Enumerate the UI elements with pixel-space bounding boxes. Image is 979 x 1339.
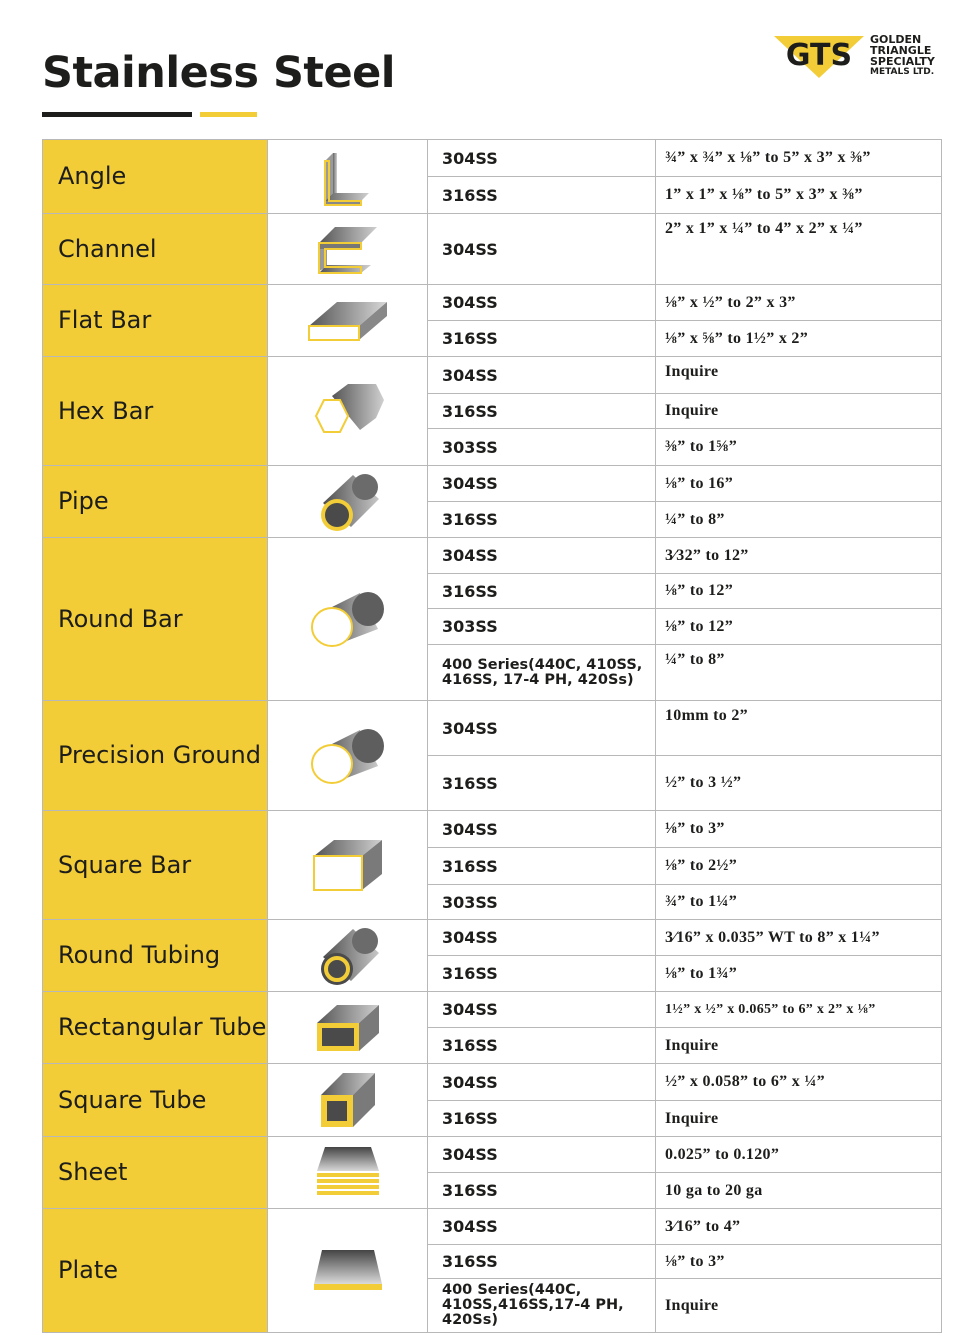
product-table <box>42 139 942 1333</box>
size-cell: Inquire <box>656 1028 942 1064</box>
size-cell: ⅛” to 12” <box>656 609 942 645</box>
size-cell: 10mm to 2” <box>656 701 942 756</box>
size-cell: ⅜” to 1⅝” <box>656 429 942 466</box>
size-cell: ⅛” x ½” to 2” x 3” <box>656 285 942 321</box>
size-cell: ⅛” to 12” <box>656 574 942 609</box>
grade-cell: 304SS <box>428 1209 656 1245</box>
hex-bar-icon <box>268 357 428 466</box>
table-row <box>43 140 942 177</box>
grade-cell: 304SS <box>428 285 656 321</box>
category-square-tube: Square Tube <box>43 1064 268 1137</box>
category-square-bar: Square Bar <box>43 811 268 920</box>
grade-cell: 316SS <box>428 1245 656 1279</box>
grade-cell: 316SS <box>428 1028 656 1064</box>
category-round-bar: Round Bar <box>43 538 268 701</box>
grade-cell: 304SS <box>428 920 656 956</box>
size-cell: ⅛” to 1¾” <box>656 956 942 992</box>
grade-cell: 304SS <box>428 214 656 285</box>
grade-cell: 316SS <box>428 574 656 609</box>
table-row <box>43 285 942 321</box>
grade-cell: 316SS <box>428 394 656 429</box>
flat-bar-icon <box>268 285 428 357</box>
size-cell: ½” to 3 ½” <box>656 756 942 811</box>
size-cell: ⅛” to 16” <box>656 466 942 502</box>
grade-cell: 304SS <box>428 701 656 756</box>
category-sheet: Sheet <box>43 1137 268 1209</box>
size-cell: Inquire <box>656 394 942 429</box>
square-tube-icon <box>268 1064 428 1137</box>
size-cell: ¼” to 8” <box>656 502 942 538</box>
size-cell: 3⁄32” to 12” <box>656 538 942 574</box>
title-underline-black <box>42 112 192 117</box>
size-cell: ¾” to 1¼” <box>656 885 942 920</box>
size-cell: Inquire <box>656 1101 942 1137</box>
round-tubing-icon <box>268 920 428 992</box>
grade-cell: 316SS <box>428 956 656 992</box>
size-cell: 1” x 1” x ⅛” to 5” x 3” x ⅜” <box>656 177 942 214</box>
rectangular-tube-icon <box>268 992 428 1064</box>
grade-cell: 316SS <box>428 177 656 214</box>
grade-cell: 400 Series(440C, 410SS, 416SS, 17-4 PH, 420Ss) <box>428 645 656 701</box>
size-cell: Inquire <box>656 1279 942 1333</box>
grade-cell: 316SS <box>428 1101 656 1137</box>
table-row <box>43 1209 942 1245</box>
size-cell: ¾” x ¾” x ⅛” to 5” x 3” x ⅜” <box>656 140 942 177</box>
size-cell: 3⁄16” x 0.035” WT to 8” x 1¼” <box>656 920 942 956</box>
table-row <box>43 357 942 394</box>
grade-cell: 304SS <box>428 140 656 177</box>
sheet-icon <box>268 1137 428 1209</box>
page-title: Stainless Steel <box>42 48 396 98</box>
grade-cell: 316SS <box>428 321 656 357</box>
category-rectangular-tube: Rectangular Tube <box>43 992 268 1064</box>
grade-cell: 304SS <box>428 538 656 574</box>
grade-cell: 400 Series(440C, 410SS,416SS,17-4 PH, 420Ss) <box>428 1279 656 1333</box>
logo-line-3: SPECIALTY <box>870 55 935 68</box>
grade-cell: 316SS <box>428 1173 656 1209</box>
grade-cell: 303SS <box>428 609 656 645</box>
category-angle: Angle <box>43 140 268 214</box>
title-underline-yellow <box>200 112 257 117</box>
category-channel: Channel <box>43 214 268 285</box>
grade-cell: 316SS <box>428 502 656 538</box>
category-flat-bar: Flat Bar <box>43 285 268 357</box>
size-cell: Inquire <box>656 357 942 394</box>
logo-wordmark <box>870 34 935 78</box>
grade-cell: 304SS <box>428 357 656 394</box>
plate-icon <box>268 1209 428 1333</box>
grade-cell: 304SS <box>428 992 656 1028</box>
category-plate: Plate <box>43 1209 268 1333</box>
table-row <box>43 214 942 285</box>
table-row <box>43 811 942 848</box>
size-cell: 2” x 1” x ¼” to 4” x 2” x ¼” <box>656 214 942 285</box>
grade-cell: 303SS <box>428 885 656 920</box>
logo-line-1: GOLDEN <box>870 33 922 46</box>
category-pipe: Pipe <box>43 466 268 538</box>
size-cell: ½” x 0.058” to 6” x ¼” <box>656 1064 942 1101</box>
size-cell: ⅛” to 3” <box>656 811 942 848</box>
grade-cell: 304SS <box>428 1064 656 1101</box>
logo-line-2: TRIANGLE <box>870 44 932 57</box>
size-cell: ⅛” to 3” <box>656 1245 942 1279</box>
grade-cell: 304SS <box>428 466 656 502</box>
table-row <box>43 992 942 1028</box>
grade-cell: 304SS <box>428 1137 656 1173</box>
size-cell: ⅛” x ⅝” to 1½” x 2” <box>656 321 942 357</box>
precision-ground-icon <box>268 701 428 811</box>
size-cell: ¼” to 8” <box>656 645 942 701</box>
table-row <box>43 538 942 574</box>
table-row <box>43 466 942 502</box>
grade-cell: 303SS <box>428 429 656 466</box>
grade-cell: 316SS <box>428 848 656 885</box>
round-bar-icon <box>268 538 428 701</box>
size-cell: 0.025” to 0.120” <box>656 1137 942 1173</box>
gts-logo-mark <box>770 34 868 80</box>
size-cell: ⅛” to 2½” <box>656 848 942 885</box>
logo-line-4: METALS LTD. <box>870 67 935 77</box>
grade-cell: 316SS <box>428 756 656 811</box>
category-round-tubing: Round Tubing <box>43 920 268 992</box>
logo-mark-text: GTS <box>785 38 853 73</box>
company-logo <box>770 34 945 84</box>
table-row <box>43 1064 942 1101</box>
size-cell: 10 ga to 20 ga <box>656 1173 942 1209</box>
table-row <box>43 701 942 756</box>
size-cell: 3⁄16” to 4” <box>656 1209 942 1245</box>
category-precision-ground: Precision Ground <box>43 701 268 811</box>
angle-icon <box>268 140 428 214</box>
table-row <box>43 920 942 956</box>
category-hex-bar: Hex Bar <box>43 357 268 466</box>
table-row <box>43 1137 942 1173</box>
size-cell: 1½” x ½” x 0.065” to 6” x 2” x ⅛” <box>656 992 942 1028</box>
square-bar-icon <box>268 811 428 920</box>
channel-icon <box>268 214 428 285</box>
grade-cell: 304SS <box>428 811 656 848</box>
pipe-icon <box>268 466 428 538</box>
